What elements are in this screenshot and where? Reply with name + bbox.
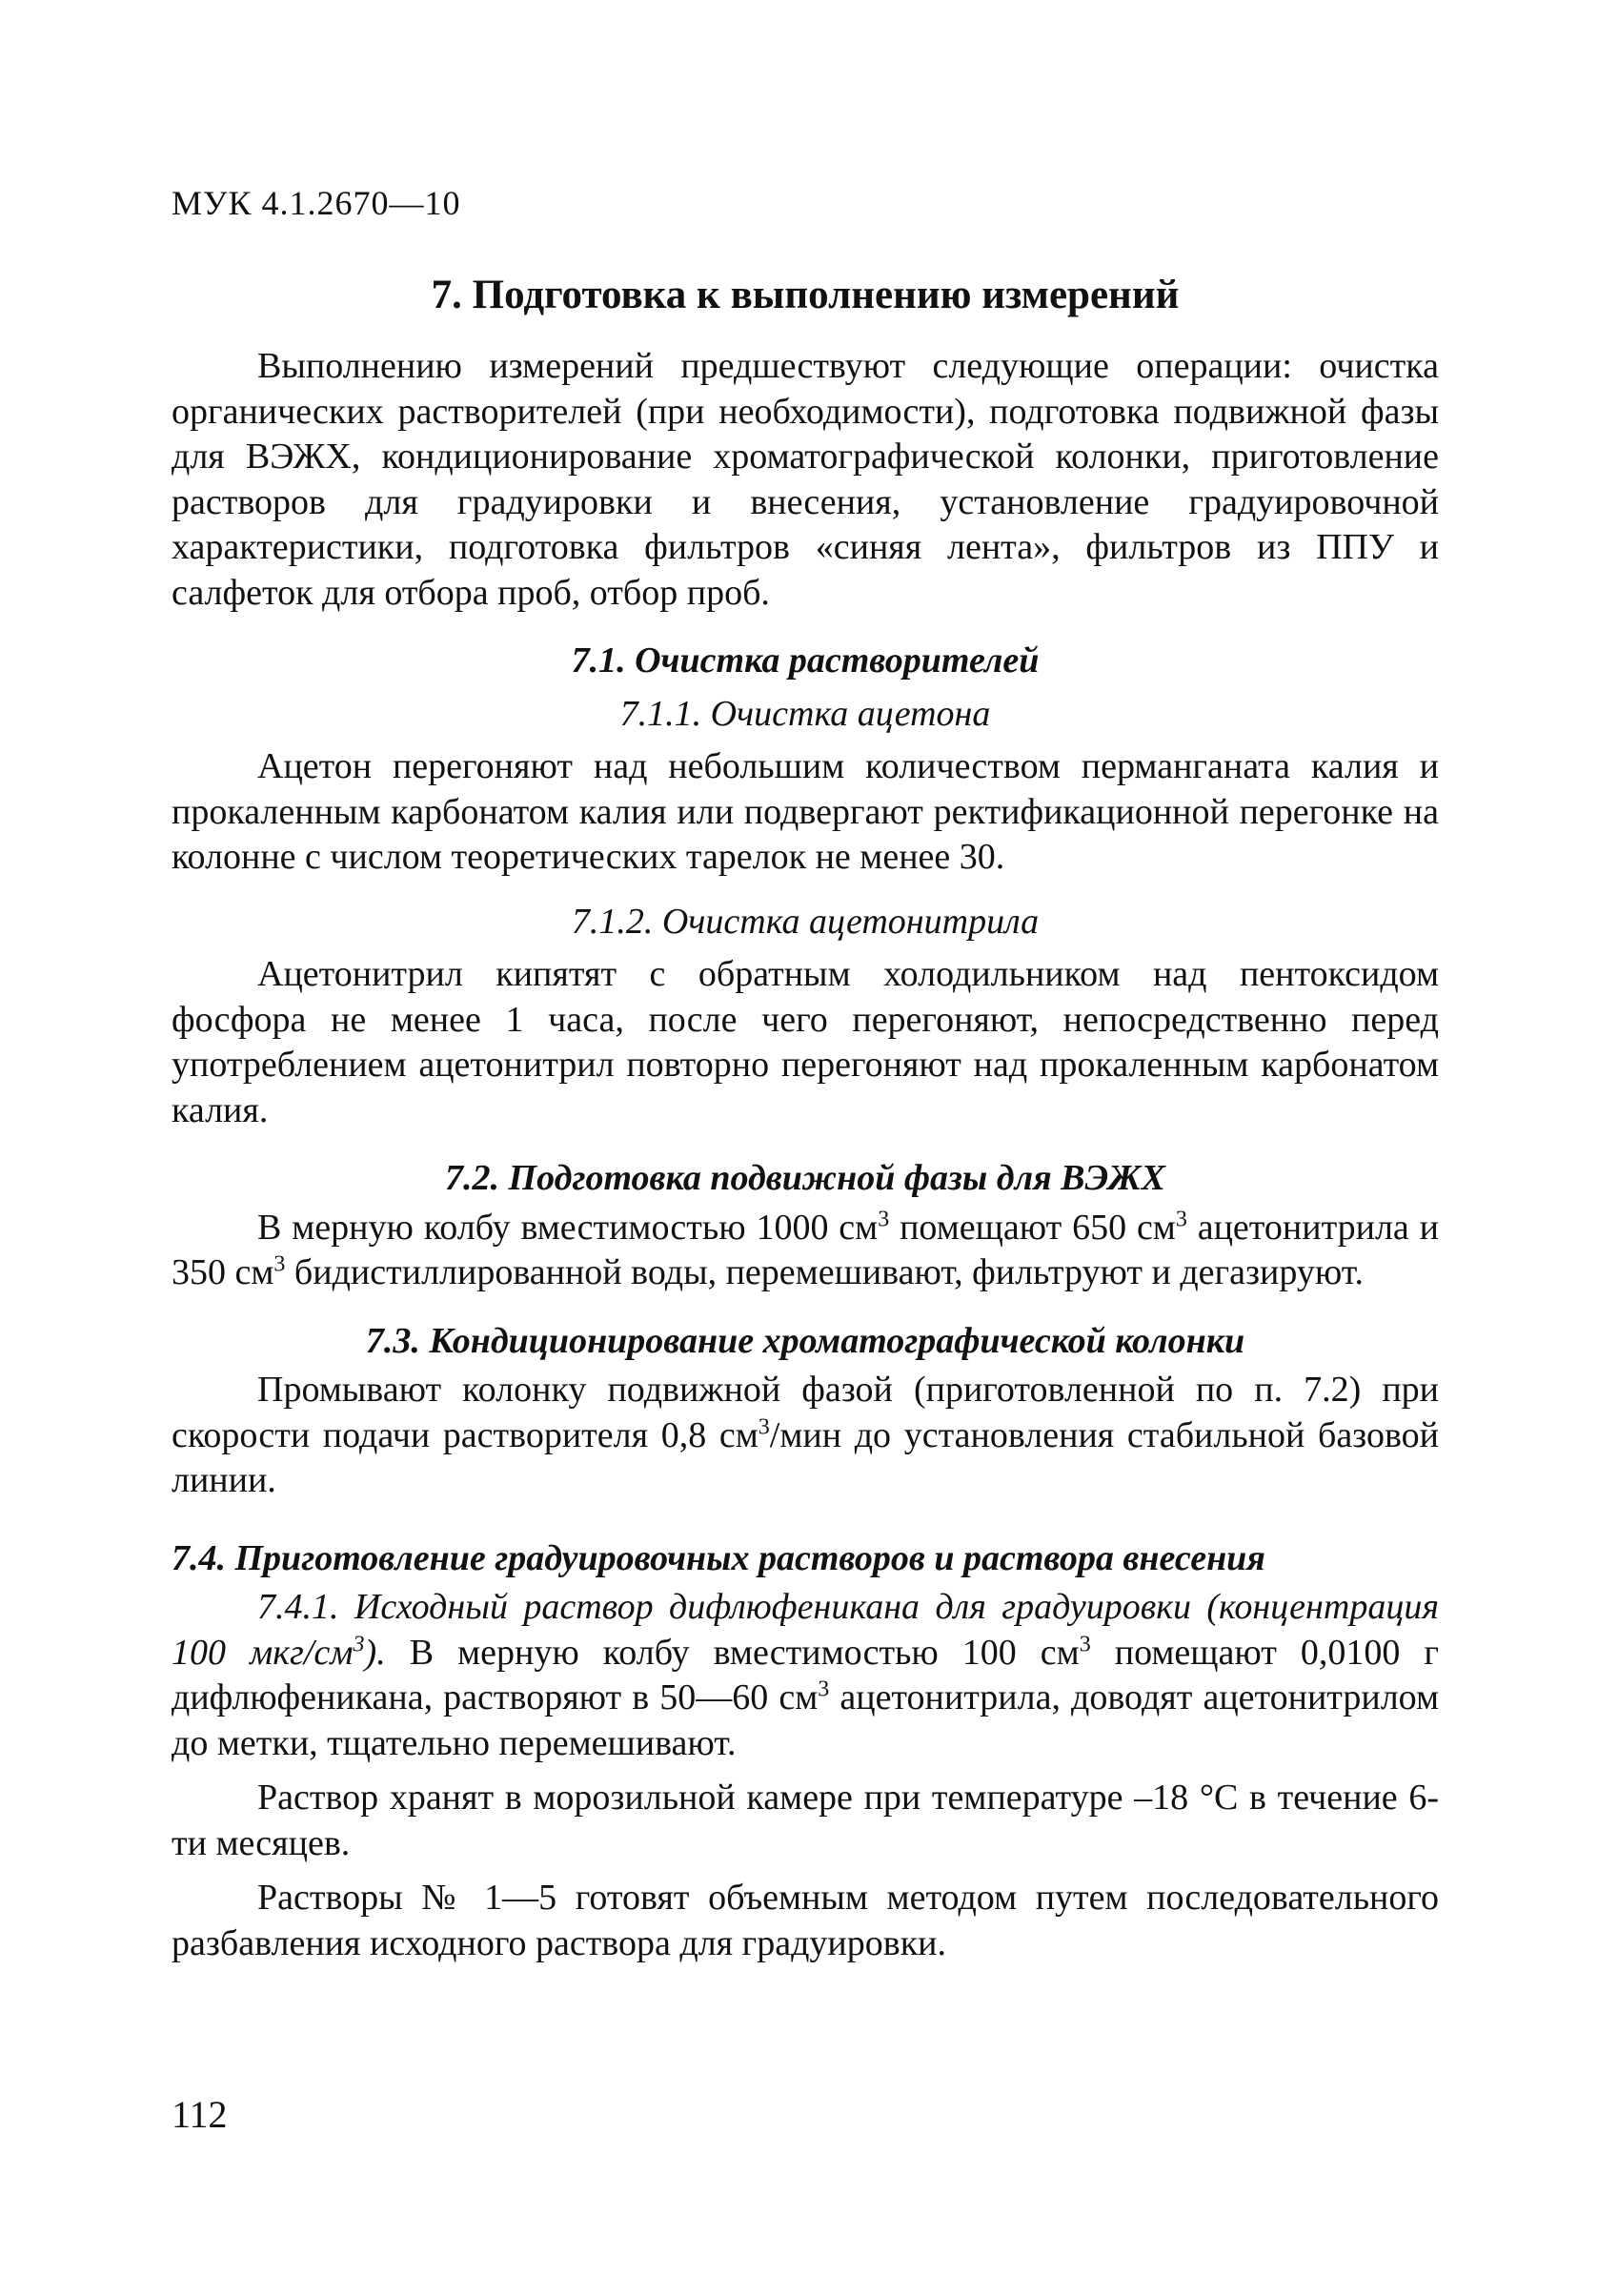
superscript-cube: 3	[273, 1251, 286, 1277]
superscript-cube: 3	[758, 1413, 770, 1439]
section-7-2-text-d: бидистиллированной воды, перемешивают, фильтруют и дегазируют.	[285, 1252, 1364, 1292]
section-7-2-text-a: В мерную колбу вместимостью 1000 см	[257, 1207, 879, 1248]
section-7-2-title: 7.2. Подготовка подвижной фазы для ВЭЖХ	[445, 1158, 1165, 1198]
section-7-4-1-text-c: ацетонитрила, доводят ацетонитрилом до метки, тщательно перемешивают.	[172, 1677, 1439, 1763]
section-7-2-text-c: ацетонитрила и 350 см	[172, 1207, 1439, 1292]
section-7-3-text-b: /мин до установления стабильной базовой линии.	[172, 1414, 1439, 1500]
superscript-cube: 3	[353, 1631, 365, 1656]
section-7-4-1-paragraph	[172, 1585, 1439, 1766]
section-7-1-2-paragraph: Ацетонитрил кипятят с обратным холодильником над пентоксидом фосфора не менее 1 часа, после чего перегоняют, непосредственно перед употреблением ацетонитрил повторно перегоняют над прокаленным карбонатом калия.	[172, 954, 1439, 1130]
section-7-1-2-title: 7.1.2. Очистка ацетонитрила	[571, 901, 1040, 942]
document-code-header: МУК 4.1.2670—10	[172, 184, 461, 222]
storage-paragraph: Раствор хранят в морозильной камере при температуре –18 °С в течение 6-ти месяцев.	[172, 1778, 1439, 1863]
section-7-3-text-a: Промывают колонку подвижной фазой (приготовленной по п. 7.2) при скорости подачи растворителя 0,8 см	[172, 1370, 1439, 1455]
section-7-1-1-paragraph: Ацетон перегоняют над небольшим количеством перманганата калия и прокаленным карбонатом калия или подвергают ректификационной перегонке на колонне с числом теоретических тарелок не менее 30.	[172, 746, 1439, 877]
section-7-1-1-title: 7.1.1. Очистка ацетона	[619, 693, 991, 734]
dilution-paragraph: Растворы № 1—5 готовят объемным методом путем последовательного разбавления исходного раствора для градуировки.	[172, 1878, 1439, 1963]
section-7-2-text-b: помещают 650 см	[889, 1207, 1176, 1248]
section-7-4-title: 7.4. Приготовление градуировочных растворов и раствора внесения	[172, 1537, 1265, 1578]
superscript-cube: 3	[1079, 1631, 1091, 1656]
page-number: 112	[172, 2093, 228, 2136]
superscript-cube: 3	[1175, 1206, 1187, 1231]
section-7-title: 7. Подготовка к выполнению измерений	[431, 272, 1180, 317]
section-7-4-1-heading-a: 7.4.1. Исходный раствор дифлюфеникана для градуировки (концентрация 100 мкг/см	[172, 1587, 1439, 1673]
section-7-3-title: 7.3. Кондиционирование хроматографической колонки	[365, 1320, 1245, 1361]
superscript-cube: 3	[878, 1206, 890, 1231]
superscript-cube: 3	[818, 1676, 830, 1702]
section-7-4-1-text-a: В мерную колбу вместимостью 100 см	[385, 1632, 1080, 1673]
section-7-4-1-heading-b: ).	[364, 1632, 386, 1673]
section-7-1-title: 7.1. Очистка растворителей	[571, 640, 1040, 681]
section-7-4-1-text-b: помещают 0,0100 г дифлюфеникана, растворяют в 50—60 см	[172, 1632, 1439, 1717]
section-7-3-paragraph	[172, 1368, 1439, 1504]
section-7-2-paragraph	[172, 1206, 1439, 1296]
section-7-intro-paragraph: Выполнению измерений предшествуют следующие операции: очистка органических растворителей (при необходимости), подготовка подвижной фазы для ВЭЖХ, кондиционирование хроматографической колонки, приготовление растворов для градуировки и внесения, установление градуировочной характеристики, подготовка фильтров «синяя лента», фильтров из ППУ и салфеток для отбора проб, отбор проб.	[172, 346, 1439, 613]
page-body	[172, 181, 1439, 1966]
